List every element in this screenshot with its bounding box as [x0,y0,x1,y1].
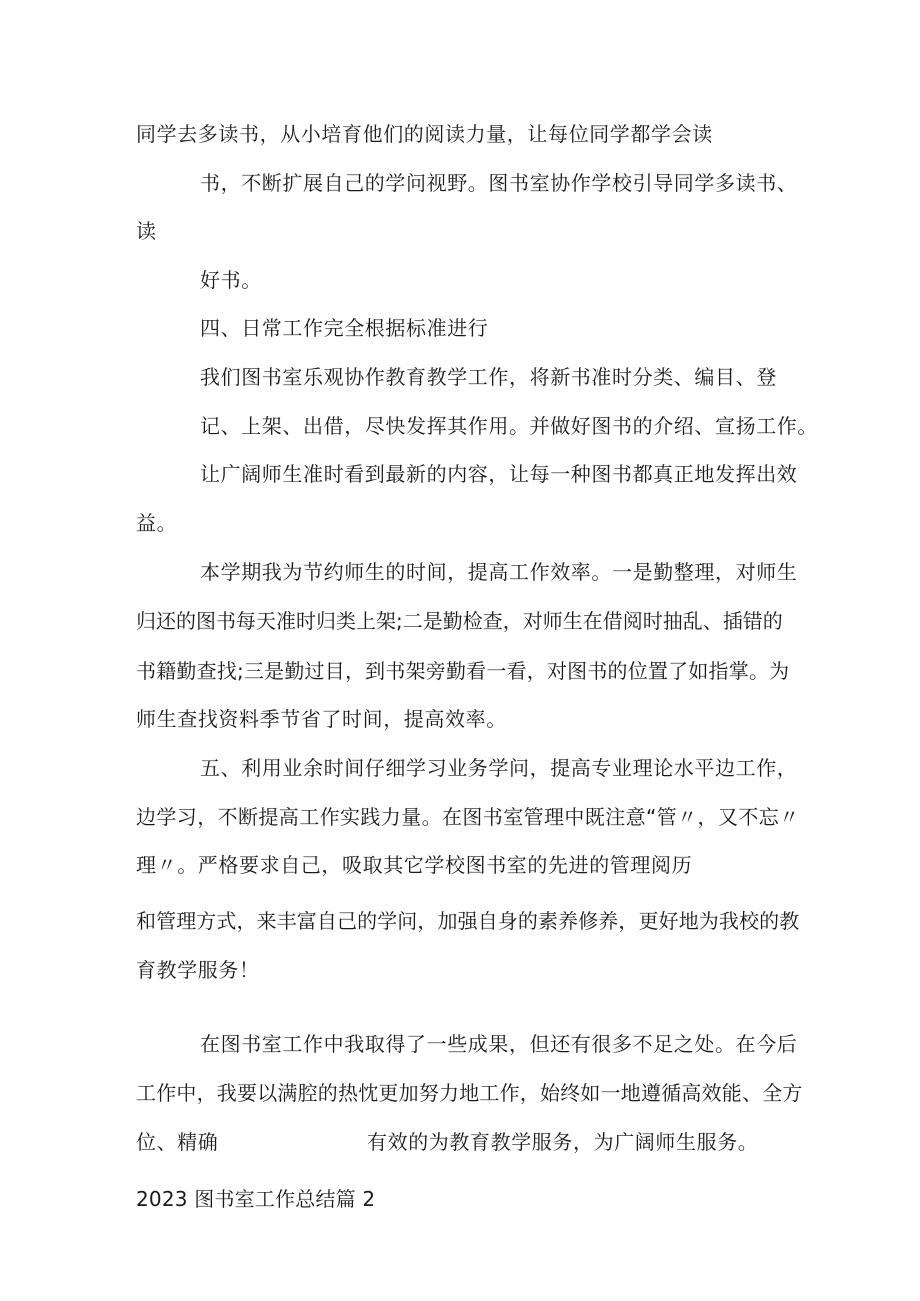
text-line-4: 好书。 [200,268,262,292]
text-line-20: 工作中，我要以满腔的热忱更加努力地工作，始终如一地遵循高效能、全方 [136,1081,803,1105]
next-section-title: 2023 图书室工作总结篇 2 [136,1187,376,1211]
text-line-7: 记、上架、出借，尽快发挥其作用。并做好图书的介绍、宣扬工作。 [200,414,818,438]
text-line-17: 和管理方式，来丰富自己的学问，加强自身的素养修养，更好地为我校的教 [136,909,800,933]
text-line-21b: 有效的为教育教学服务，为广阔师生服务。 [367,1130,759,1154]
text-line-9: 益。 [136,511,178,535]
text-line-2: 书，不断扩展自己的学问视野。图书室协作学校引导同学多读书、 [200,171,798,195]
text-line-10: 本学期我为节约师生的时间，提高工作效率。一是勤整理，对师生 [200,560,798,584]
text-line-1: 同学去多读书，从小培育他们的阅读力量，让每位同学都学会读 [136,122,713,146]
section-heading-4: 四、日常工作完全根据标准进行 [200,316,489,340]
section-heading-5: 五、利用业余时间仔细学习业务学问，提高专业理论水平边工作， [200,756,798,780]
text-line-12: 书籍勤查找;三是勤过目，到书架旁勤看一看，对图书的位置了如指掌。为 [136,659,790,683]
text-line-19: 在图书室工作中我取得了一些成果，但还有很多不足之处。在今后 [200,1032,798,1056]
text-line-16: 理〃。严格要求自己，吸取其它学校图书室的先进的管理阅历 [136,853,693,877]
text-line-15: 边学习，不断提高工作实践力量。在图书室管理中既注意“管〃，又不忘〃 [136,805,800,829]
text-line-21a: 位、精确 [136,1130,219,1154]
text-line-18: 育教学服务！ [136,958,260,982]
text-line-8: 让广阔师生准时看到最新的内容，让每一种图书都真正地发挥出效 [200,462,798,486]
text-line-11: 归还的图书每天准时归类上架;二是勤检查，对师生在借阅时抽乱、插错的 [136,609,783,633]
text-line-13: 师生查找资料季节省了时间，提高效率。 [136,707,507,731]
text-line-3: 读 [136,219,157,243]
text-line-6: 我们图书室乐观协作教育教学工作，将新书准时分类、编目、登 [200,365,777,389]
